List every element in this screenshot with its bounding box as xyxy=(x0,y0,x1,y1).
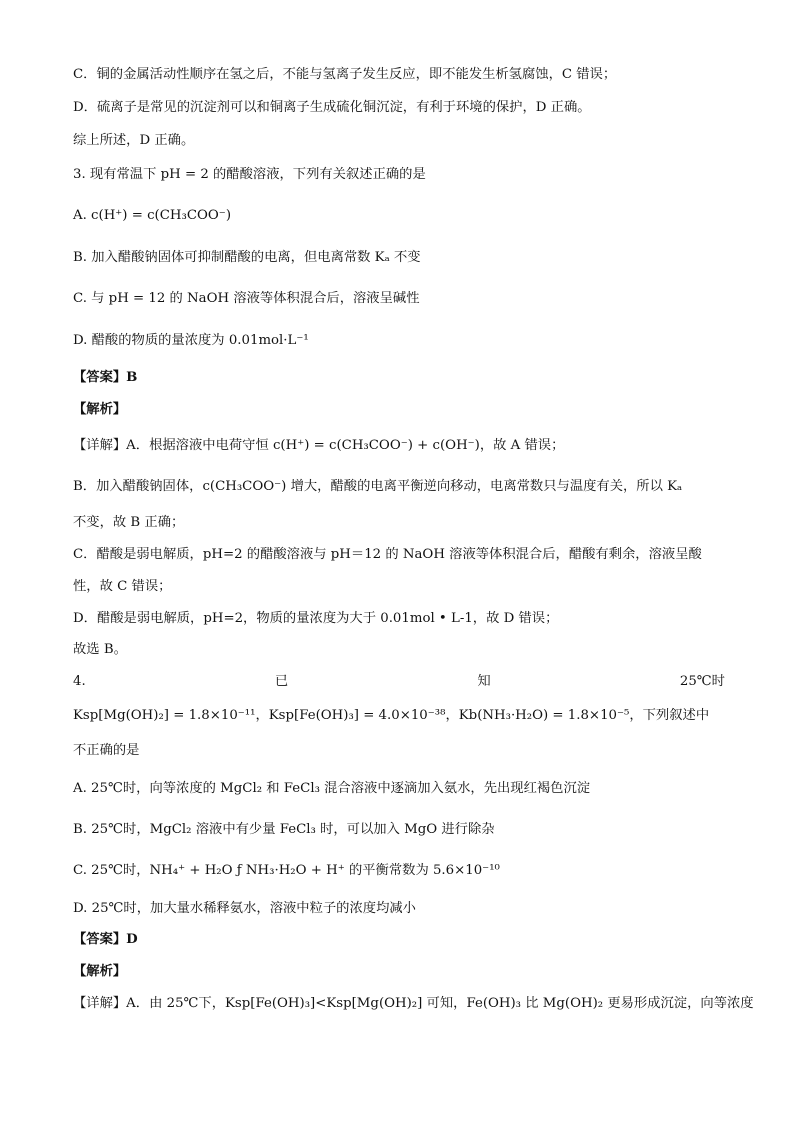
header-word: 已 xyxy=(274,674,289,689)
text-line: 综上所述，D 正确。 xyxy=(73,133,195,148)
option-c: C. 与 pH = 12 的 NaOH 溶液等体积混合后，溶液呈碱性 xyxy=(73,291,420,306)
question-4-header xyxy=(73,673,725,691)
answer-label: 【答案】B xyxy=(73,370,138,385)
detail-b: B．加入醋酸钠固体，c(CH₃COO⁻) 增大，醋酸的电离平衡逆向移动，电离常数只与温度有关，所以 Kₐ xyxy=(73,479,683,494)
conclusion: 故选 B。 xyxy=(73,642,127,657)
option-a: A. 25℃时，向等浓度的 MgCl₂ 和 FeCl₃ 混合溶液中逐滴加入氨水，先出现红褐色沉淀 xyxy=(73,781,591,796)
answer-label: 【答案】D xyxy=(73,932,138,947)
question-number: 4. xyxy=(73,674,86,689)
option-a: A. c(H⁺) = c(CH₃COO⁻) xyxy=(73,208,232,223)
detail-a: 【详解】A．根据溶液中电荷守恒 c(H⁺) = c(CH₃COO⁻) + c(OH⁻)，故 A 错误； xyxy=(73,438,565,453)
option-d: D. 醋酸的物质的量浓度为 0.01mol·L⁻¹ xyxy=(73,333,309,348)
option-d: D. 25℃时，加大量水稀释氨水，溶液中粒子的浓度均减小 xyxy=(73,901,416,916)
detail-c: C．醋酸是弱电解质，pH=2 的醋酸溶液与 pH＝12 的 NaOH 溶液等体积混合后，醋酸有剩余，溶液呈酸 xyxy=(73,547,702,562)
question-4-stem: 不正确的是 xyxy=(73,743,140,758)
text-line: C．铜的金属活动性顺序在氢之后，不能与氢离子发生反应，即不能发生析氢腐蚀，C 错误； xyxy=(73,67,617,82)
analysis-label: 【解析】 xyxy=(73,964,127,979)
question-4-constants: Ksp[Mg(OH)₂] = 1.8×10⁻¹¹，Ksp[Fe(OH)₃] = 4.0×10⁻³⁸，Kb(NH₃·H₂O) = 1.8×10⁻⁵，下列叙述中 xyxy=(73,708,710,723)
text-line: D．硫离子是常见的沉淀剂可以和铜离子生成硫化铜沉淀，有利于环境的保护，D 正确。 xyxy=(73,100,591,115)
analysis-label: 【解析】 xyxy=(73,402,127,417)
detail-a: 【详解】A．由 25℃下，Ksp[Fe(OH)₃]<Ksp[Mg(OH)₂] 可知，Fe(OH)₃ 比 Mg(OH)₂ 更易形成沉淀，向等浓度 xyxy=(73,996,754,1011)
option-b: B. 25℃时，MgCl₂ 溶液中有少量 FeCl₃ 时，可以加入 MgO 进行除杂 xyxy=(73,822,495,837)
header-word: 25℃时 xyxy=(679,674,725,689)
detail-b-cont: 不变，故 B 正确； xyxy=(73,515,185,530)
detail-c-cont: 性，故 C 错误； xyxy=(73,579,172,594)
header-word: 知 xyxy=(477,674,491,689)
question-3-stem: 3. 现有常温下 pH = 2 的醋酸溶液，下列有关叙述正确的是 xyxy=(73,167,426,182)
option-b: B. 加入醋酸钠固体可抑制醋酸的电离，但电离常数 Kₐ 不变 xyxy=(73,250,421,265)
option-c: C. 25℃时，NH₄⁺ + H₂O ƒ NH₃·H₂O + H⁺ 的平衡常数为 5.6×10⁻¹⁰ xyxy=(73,863,500,878)
detail-d: D．醋酸是弱电解质，pH=2，物质的量浓度为大于 0.01mol • L-1，故 D 错误； xyxy=(73,611,559,626)
